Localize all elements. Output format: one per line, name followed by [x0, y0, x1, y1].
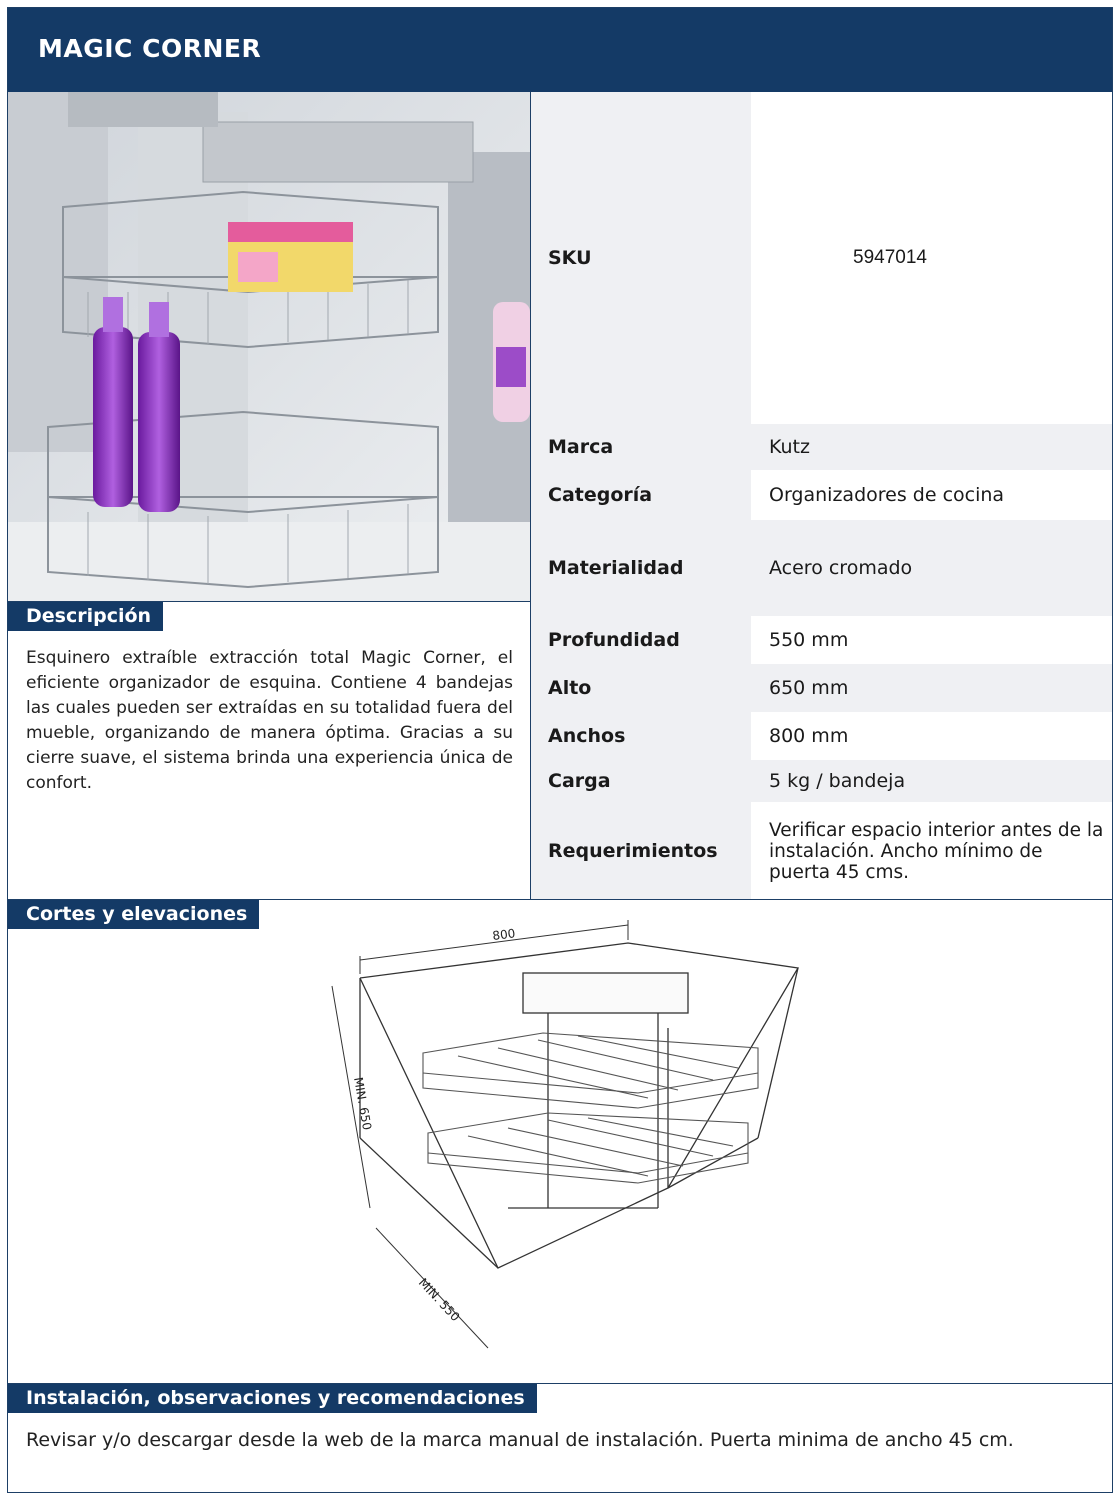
spec-value-depth: 550 mm: [769, 629, 849, 651]
spec-value-category: Organizadores de cocina: [769, 484, 1005, 506]
product-photo-illustration: [8, 92, 530, 602]
installation-heading: Instalación, observaciones y recomendaciones: [8, 1384, 537, 1413]
dim-height-label: MIN. 650: [351, 1076, 375, 1132]
spec-value-brand: Kutz: [751, 424, 1112, 470]
spec-label: Requerimientos: [531, 802, 751, 900]
description-text: Esquinero extraíble extracción total Magic Corner, el eficiente organizador de esquina. Contiene 4 bandejas las cuales pueden ser extraídas en su totalidad fuera del mueble, organizando de manera óptima. Gracias a su cierre suave, el sistema brinda una experiencia única de confort.: [26, 648, 513, 793]
spec-row-height: [531, 664, 1112, 712]
spec-label: Alto: [531, 664, 751, 712]
product-title: MAGIC CORNER: [38, 34, 262, 63]
spec-row-requirements: [531, 802, 1112, 900]
product-photo: [8, 92, 530, 602]
description-heading: Descripción: [8, 602, 163, 631]
spec-row-category: [531, 470, 1112, 520]
spec-label: Categoría: [531, 470, 751, 520]
spec-value-width: 800 mm: [769, 725, 849, 747]
spec-row-depth: [531, 616, 1112, 664]
technical-drawing: [318, 908, 818, 1378]
spec-label: Anchos: [531, 712, 751, 760]
spec-label: SKU: [531, 92, 751, 424]
spec-label: Marca: [531, 424, 751, 470]
product-sheet: [7, 7, 1113, 1493]
spec-label: Carga: [531, 760, 751, 802]
drawing-heading: Cortes y elevaciones: [8, 900, 259, 929]
spec-row-brand: [531, 424, 1112, 470]
spec-row-load: [531, 760, 1112, 802]
installation-text: Revisar y/o descargar desde la web de la marca manual de instalación. Puerta minima de ancho 45 cm.: [26, 1429, 1014, 1451]
header-bar: [8, 8, 1112, 92]
spec-value-height: 650 mm: [751, 664, 1112, 712]
spec-row-width: [531, 712, 1112, 760]
dim-depth-label: MIN. 550: [415, 1275, 463, 1325]
spec-value-material: Acero cromado: [751, 520, 1112, 616]
spec-row-material: [531, 520, 1112, 616]
spec-value-requirements: Verificar espacio interior antes de la instalación. Ancho mínimo de puerta 45 cms.: [769, 819, 1104, 883]
spec-value-load: 5 kg / bandeja: [751, 760, 1112, 802]
spec-value-sku: 5947014: [853, 247, 927, 268]
spec-label: Materialidad: [531, 520, 751, 616]
spec-row-sku: [531, 92, 1112, 424]
dim-width-label: 800: [491, 926, 517, 943]
spec-label: Profundidad: [531, 616, 751, 664]
